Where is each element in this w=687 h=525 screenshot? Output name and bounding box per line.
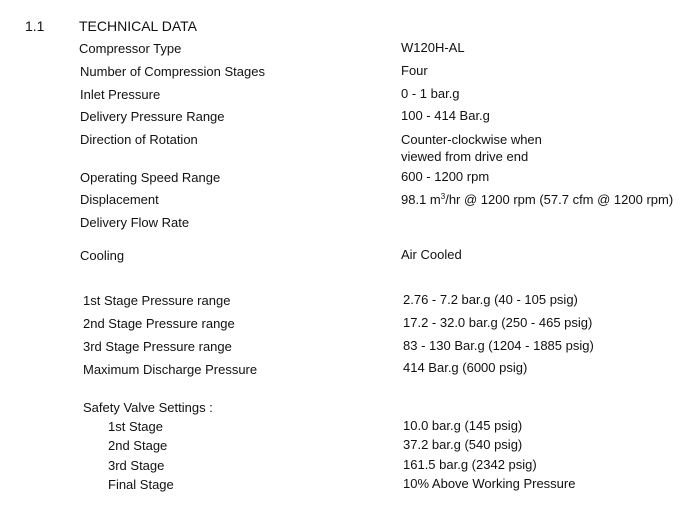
stage2-pressure-label: 2nd Stage Pressure range [83, 316, 235, 331]
speed-value: 600 - 1200 rpm [401, 169, 490, 184]
safety-stage1-label: 1st Stage [108, 419, 163, 434]
cooling-value: Air Cooled [401, 247, 462, 262]
inlet-pressure-label: Inlet Pressure [80, 87, 161, 102]
compressor-type-value: W120H-AL [401, 40, 465, 55]
stage2-pressure-value: 17.2 - 32.0 bar.g (250 - 465 psig) [403, 315, 593, 330]
safety-final-label: Final Stage [108, 477, 174, 492]
rotation-value-line1: Counter-clockwise when [401, 132, 542, 147]
stage1-pressure-value: 2.76 - 7.2 bar.g (40 - 105 psig) [403, 292, 578, 307]
max-discharge-value: 414 Bar.g (6000 psig) [403, 360, 528, 375]
safety-stage3-value: 161.5 bar.g (2342 psig) [403, 457, 537, 472]
speed-label: Operating Speed Range [80, 170, 221, 185]
safety-stage2-value: 37.2 bar.g (540 psig) [403, 437, 523, 452]
rotation-label: Direction of Rotation [80, 132, 198, 147]
stage1-pressure-label: 1st Stage Pressure range [83, 293, 231, 308]
delivery-pressure-label: Delivery Pressure Range [80, 109, 225, 124]
safety-stage3-label: 3rd Stage [108, 458, 165, 473]
flow-rate-label: Delivery Flow Rate [80, 215, 190, 230]
section-number: 1.1 [25, 18, 45, 34]
stages-label: Number of Compression Stages [80, 64, 265, 79]
max-discharge-label: Maximum Discharge Pressure [83, 362, 258, 377]
compressor-type-label: Compressor Type [79, 41, 182, 56]
stage3-pressure-value: 83 - 130 Bar.g (1204 - 1885 psig) [403, 338, 594, 353]
section-title: TECHNICAL DATA [79, 18, 197, 34]
stage3-pressure-label: 3rd Stage Pressure range [83, 339, 232, 354]
safety-stage1-value: 10.0 bar.g (145 psig) [403, 418, 523, 433]
rotation-value-line2: viewed from drive end [401, 149, 529, 164]
safety-valve-heading: Safety Valve Settings : [83, 400, 213, 415]
inlet-pressure-value: 0 - 1 bar.g [401, 86, 460, 101]
safety-final-value: 10% Above Working Pressure [403, 476, 576, 491]
displacement-label: Displacement [80, 192, 159, 207]
delivery-pressure-value: 100 - 414 Bar.g [401, 108, 490, 123]
cooling-label: Cooling [80, 248, 125, 263]
displacement-value: 98.1 $m^3/hr$ @ 1200 rpm (57.7 cfm @ 1200 rpm) [401, 192, 674, 207]
safety-stage2-label: 2nd Stage [108, 438, 168, 453]
stages-value: Four [401, 63, 428, 78]
